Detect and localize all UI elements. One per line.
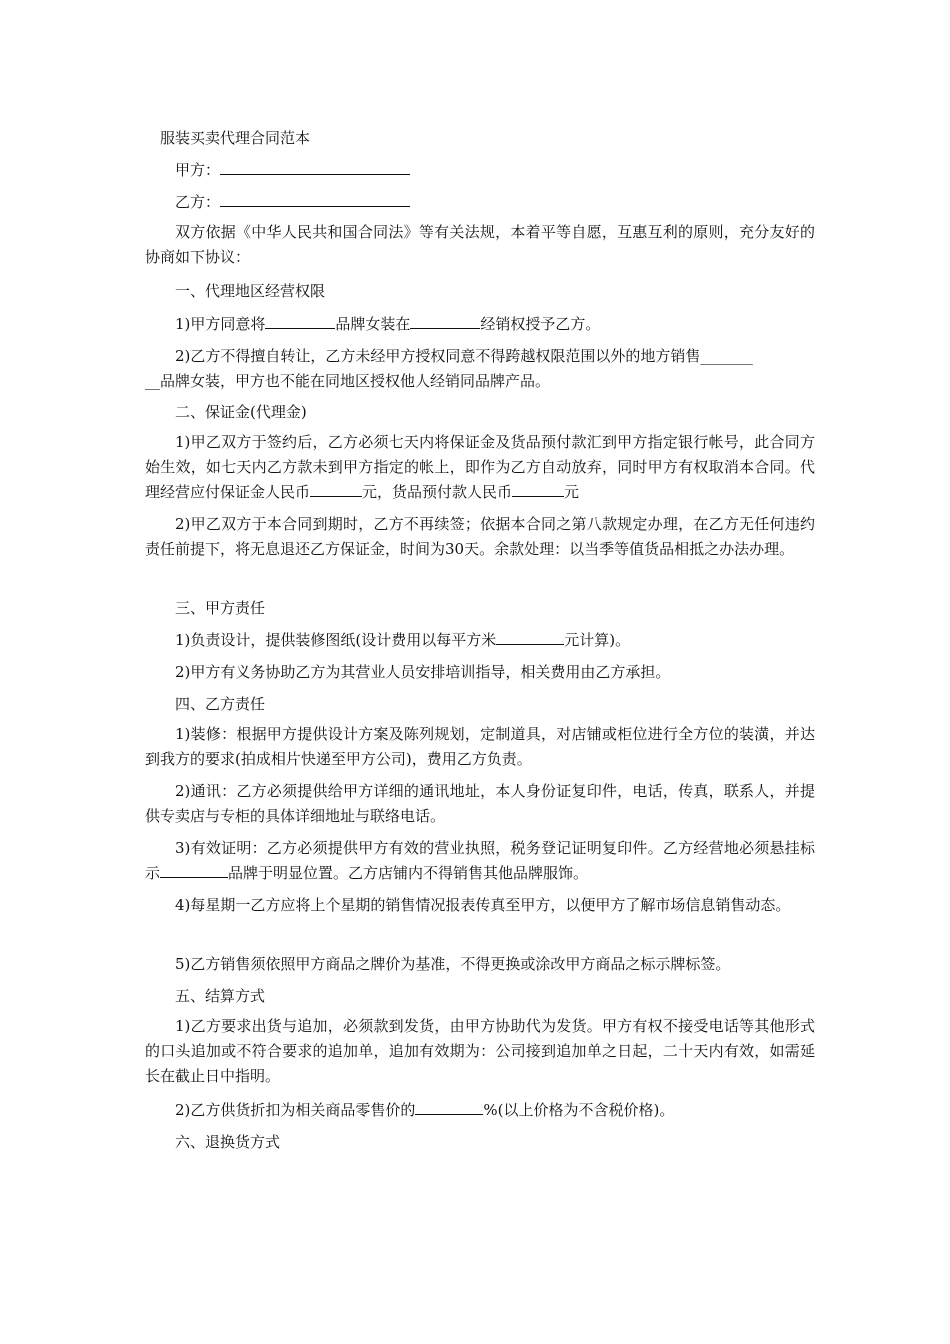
brand-blank[interactable]: [265, 312, 335, 329]
section-4-clause-3: [145, 836, 815, 886]
section-5-clause-2: [145, 1096, 815, 1124]
section-4-clause-2: 2)通讯：乙方必须提供给甲方详细的通讯地址，本人身份证复印件，电话，传真，联系人，并提供专卖店与专柜的具体详细地址与联络电话。: [145, 782, 815, 825]
section-1-clause-2-line-2: __品牌女装，甲方也不能在同地区授权他人经销同品牌产品。: [145, 372, 551, 390]
clause-text: 3)有效证明：乙方必须提供甲方有效的营业执照，税务登记证明复印件。乙方经营地必须悬挂标示: [145, 839, 815, 882]
section-4-heading: 四、乙方责任: [175, 695, 266, 713]
section-2-heading: 二、保证金(代理金): [175, 403, 307, 421]
party-a-blank[interactable]: [220, 158, 410, 175]
clause-text: 1)甲乙双方于签约后，乙方必须七天内将保证金及货品预付款汇到甲方指定银行帐号，此合同方始生效，如七天内乙方款未到甲方指定的帐上，即作为乙方自动放弃，同时甲方有权取消本合同。代理经营应付保证金人民币: [145, 433, 815, 501]
clause-text: 元: [564, 483, 580, 501]
document-title: 服装买卖代理合同范本: [160, 129, 311, 147]
region-blank[interactable]: [410, 312, 480, 329]
brand-sign-blank[interactable]: [160, 861, 228, 878]
clause-text: 1)甲方同意将: [175, 315, 266, 333]
design-fee-blank[interactable]: [496, 628, 564, 645]
clause-text: 品牌女装在: [335, 315, 411, 333]
section-4-clause-5: 5)乙方销售须依照甲方商品之牌价为基准，不得更换或涂改甲方商品之标示牌标签。: [175, 955, 731, 973]
prepayment-blank[interactable]: [512, 480, 564, 497]
section-5-clause-1: 1)乙方要求出货与追加，必须款到发货，由甲方协助代为发货。甲方有权不接受电话等其他形式的口头追加或不符合要求的追加单，追加有效期为：公司接到追加单之日起，二十天内有效，如需延长在截止日中指明。: [145, 1017, 815, 1085]
section-4-clause-1: 1)装修：根据甲方提供设计方案及陈列规划，定制道具，对店铺或柜位进行全方位的装潢，并达到我方的要求(拍成相片快递至甲方公司)，费用乙方负责。: [145, 725, 815, 768]
section-6-heading: 六、退换货方式: [175, 1133, 281, 1151]
clause-text: 元计算)。: [564, 631, 631, 649]
clause-text: 2)乙方供货折扣为相关商品零售价的: [175, 1101, 416, 1119]
section-1-clause-2-line-1: 2)乙方不得擅自转让，乙方未经甲方授权同意不得跨越权限范围以外的地方销售_______: [175, 347, 753, 365]
party-b-blank[interactable]: [220, 190, 410, 207]
deposit-blank[interactable]: [310, 480, 362, 497]
clause-text: 1)负责设计，提供装修图纸(设计费用以每平方米: [175, 631, 497, 649]
section-2-clause-2: 2)甲乙双方于本合同到期时，乙方不再续签；依据本合同之第八款规定办理，在乙方无任何违约责任前提下，将无息退还乙方保证金，时间为30天。余款处理：以当季等值货品相抵之办法办理。: [145, 515, 815, 558]
discount-blank[interactable]: [415, 1098, 483, 1115]
section-1-heading: 一、代理地区经营权限: [175, 282, 326, 300]
section-3-heading: 三、甲方责任: [175, 599, 266, 617]
party-b-label: 乙方：: [175, 193, 221, 211]
section-2-clause-1: [145, 430, 815, 505]
intro-paragraph: 双方依据《中华人民共和国合同法》等有关法规，本着平等自愿，互惠互利的原则，充分友好的协商如下协议：: [145, 223, 815, 266]
party-a-label: 甲方：: [175, 161, 221, 179]
clause-text: %(以上价格为不含税价格)。: [483, 1101, 675, 1119]
section-5-heading: 五、结算方式: [175, 987, 266, 1005]
section-1-clause-1: [145, 310, 815, 338]
party-a-line: [145, 156, 815, 184]
section-3-clause-2: 2)甲方有义务协助乙方为其营业人员安排培训指导，相关费用由乙方承担。: [175, 663, 671, 681]
clause-text: 经销权授予乙方。: [480, 315, 601, 333]
clause-text: 品牌于明显位置。乙方店铺内不得销售其他品牌服饰。: [228, 864, 589, 882]
section-3-clause-1: [145, 626, 815, 654]
section-4-clause-4: 4)每星期一乙方应将上个星期的销售情况报表传真至甲方，以便甲方了解市场信息销售动态。: [175, 896, 791, 914]
clause-text: 元，货品预付款人民币: [362, 483, 513, 501]
party-b-line: [145, 188, 815, 216]
